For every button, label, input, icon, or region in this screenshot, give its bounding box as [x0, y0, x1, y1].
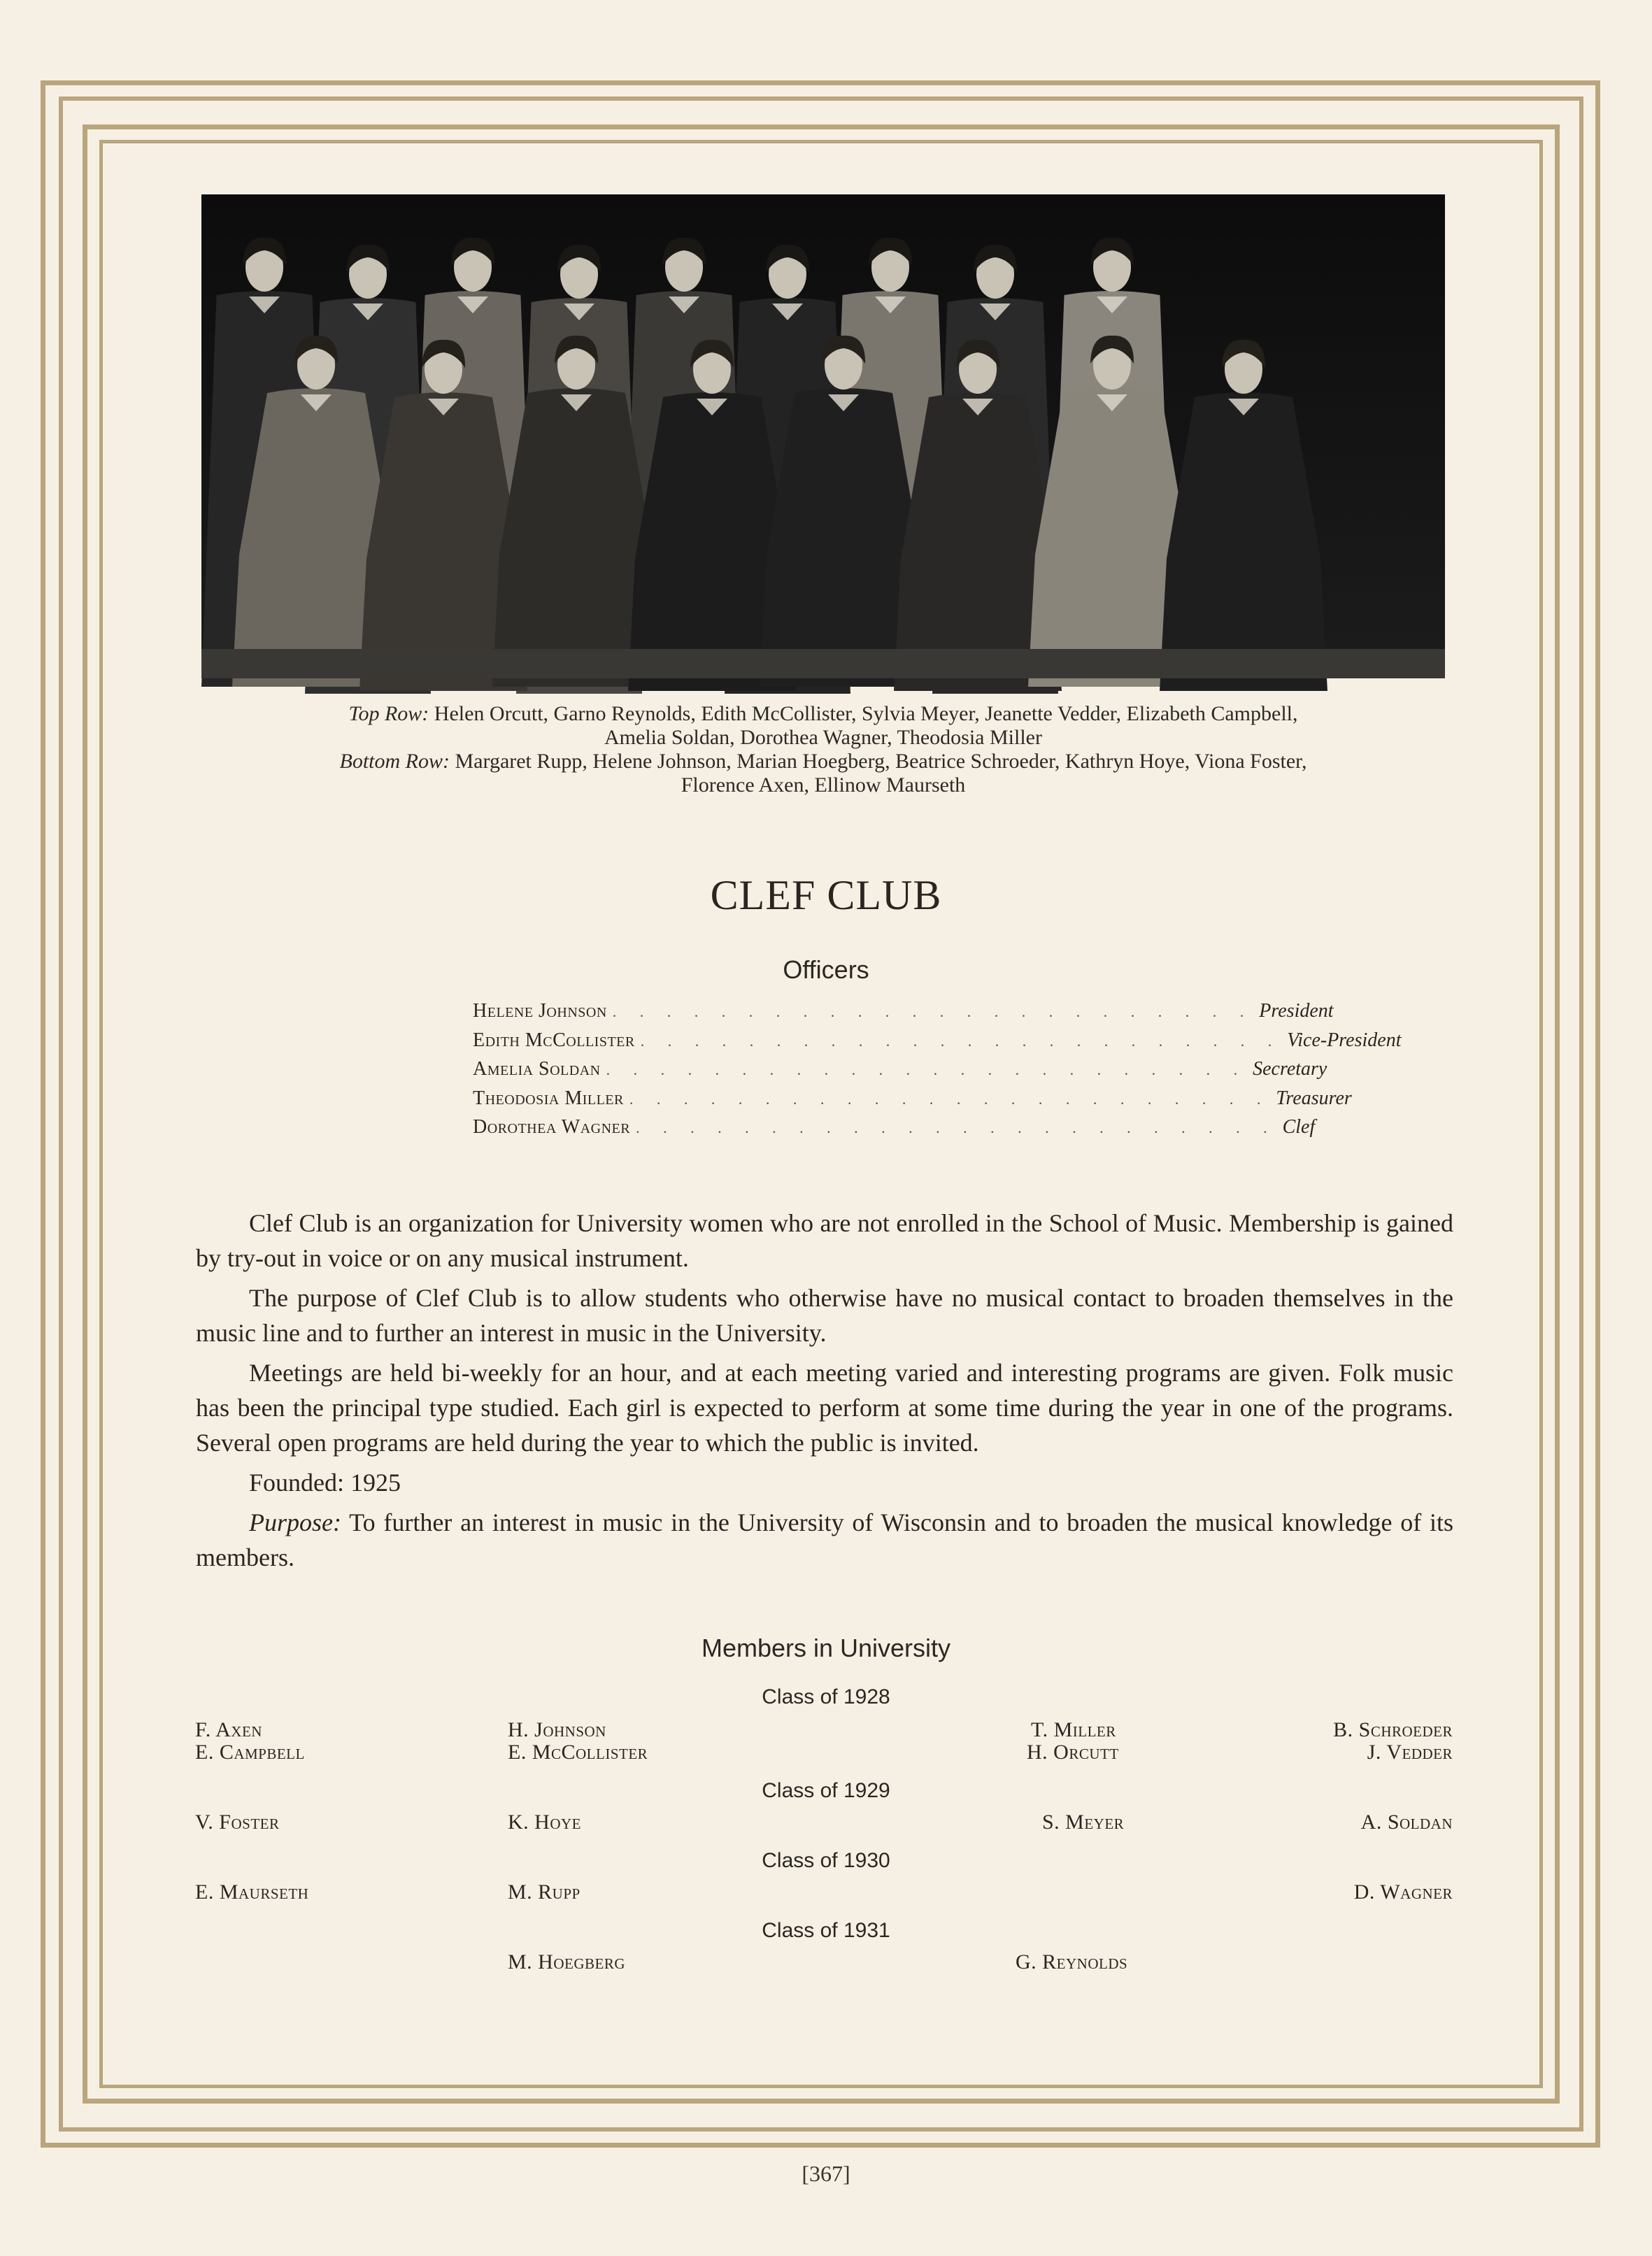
caption-bottom-row-label: Bottom Row:: [339, 750, 450, 773]
leader-dots: . . . . . . . . . . . . . . . . . . . . . . . .: [629, 1090, 1271, 1108]
officers-list: [473, 1000, 1402, 1145]
description: [196, 1206, 1453, 1580]
leader-dots: . . . . . . . . . . . . . . . . . . . . . . . .: [612, 1003, 1254, 1020]
member-name: H. Orcutt: [1027, 1741, 1119, 1764]
class-heading-1931: Class of 1931: [762, 1919, 890, 1942]
members-heading: Members in University: [701, 1634, 951, 1662]
member-name: V. Foster: [195, 1811, 280, 1834]
founded-line: Founded: 1925: [249, 1469, 401, 1497]
paragraph-purpose-of-club: The purpose of Clef Club is to allow students who otherwise have no musical contact to broaden themselves in the music line and to further an interest in music in the University.: [196, 1284, 1453, 1347]
member-name: M. Rupp: [508, 1880, 581, 1904]
caption-top-row-names-2: Amelia Soldan, Dorothea Wagner, Theodosia Miller: [604, 726, 1042, 749]
group-photo: [201, 194, 1445, 678]
officer-name: Amelia Soldan: [473, 1058, 601, 1080]
caption-top-row-label: Top Row:: [348, 702, 429, 725]
member-name: S. Meyer: [1042, 1811, 1125, 1834]
member-name: K. Hoye: [508, 1811, 581, 1834]
member-name: G. Reynolds: [1016, 1950, 1128, 1973]
officers-heading: Officers: [783, 955, 869, 984]
member-name: H. Johnson: [508, 1718, 606, 1741]
caption-top-row-names-1: Helen Orcutt, Garno Reynolds, Edith McCollister, Sylvia Meyer, Jeanette Vedder, Elizabeth Campbell,: [434, 702, 1298, 725]
officer-title: President: [1259, 1000, 1334, 1022]
caption-bottom-row-names-2: Florence Axen, Ellinow Maurseth: [681, 773, 966, 797]
member-name: F. Axen: [195, 1718, 262, 1741]
officer-name: Theodosia Miller: [473, 1087, 624, 1109]
officer-row: [473, 1000, 1334, 1029]
class-heading-1929: Class of 1929: [762, 1779, 890, 1802]
officer-title: Clef: [1282, 1116, 1316, 1138]
member-name: M. Hoegberg: [508, 1950, 626, 1973]
member-name: E. McCollister: [508, 1741, 648, 1764]
leader-dots: . . . . . . . . . . . . . . . . . . . . . . . .: [606, 1061, 1248, 1078]
member-name: D. Wagner: [1353, 1880, 1453, 1904]
member-name: E. Campbell: [195, 1741, 305, 1764]
caption-bottom-row-names-1: Margaret Rupp, Helene Johnson, Marian Hoegberg, Beatrice Schroeder, Kathryn Hoye, Viona Foster,: [455, 750, 1307, 773]
caption-bottom-row-line-1: [201, 750, 1445, 773]
caption-top-row-line-1: [201, 702, 1445, 726]
group-photo-figures: [201, 194, 1445, 678]
class-heading-1930: Class of 1930: [762, 1849, 890, 1872]
page-number: [367]: [802, 2161, 850, 2186]
officer-title: Treasurer: [1276, 1087, 1352, 1109]
class-heading-1928: Class of 1928: [762, 1685, 890, 1708]
paragraph-meetings: Meetings are held bi-weekly for an hour, and at each meeting varied and interesting programs are given. Folk music has been the principal type studied. Each girl is expected to perform at some time during the year in one of the programs. Several open programs are held during the year to which the public is invited.: [196, 1359, 1453, 1457]
page-title: CLEF CLUB: [710, 872, 942, 918]
leader-dots: . . . . . . . . . . . . . . . . . . . . . . . .: [636, 1119, 1277, 1136]
member-name: T. Miller: [1031, 1718, 1116, 1741]
officer-row: [473, 1087, 1352, 1117]
photo-caption: [201, 702, 1445, 797]
officer-title: Secretary: [1253, 1058, 1327, 1080]
officer-title: Vice-President: [1287, 1029, 1402, 1051]
purpose-line: [196, 1505, 1453, 1575]
member-name: A. Soldan: [1360, 1811, 1453, 1834]
purpose-label: Purpose:: [249, 1508, 341, 1536]
officer-name: Edith McCollister: [473, 1029, 635, 1051]
photo-floor: [201, 649, 1445, 678]
officer-name: Dorothea Wagner: [473, 1116, 631, 1138]
member-name: B. Schroeder: [1333, 1718, 1453, 1741]
member-name: E. Maurseth: [195, 1880, 309, 1904]
officer-row: [473, 1116, 1316, 1145]
paragraph-membership: Clef Club is an organization for University women who are not enrolled in the School of Music. Membership is gained by try-out in voice or on any musical instrument.: [196, 1209, 1453, 1272]
officer-row: [473, 1029, 1402, 1059]
officer-row: [473, 1058, 1327, 1087]
leader-dots: . . . . . . . . . . . . . . . . . . . . . . . .: [640, 1031, 1282, 1050]
purpose-text: To further an interest in music in the University of Wisconsin and to broaden the musical knowledge of its members.: [196, 1508, 1453, 1571]
member-name: J. Vedder: [1367, 1741, 1453, 1764]
officer-name: Helene Johnson: [473, 1000, 607, 1022]
